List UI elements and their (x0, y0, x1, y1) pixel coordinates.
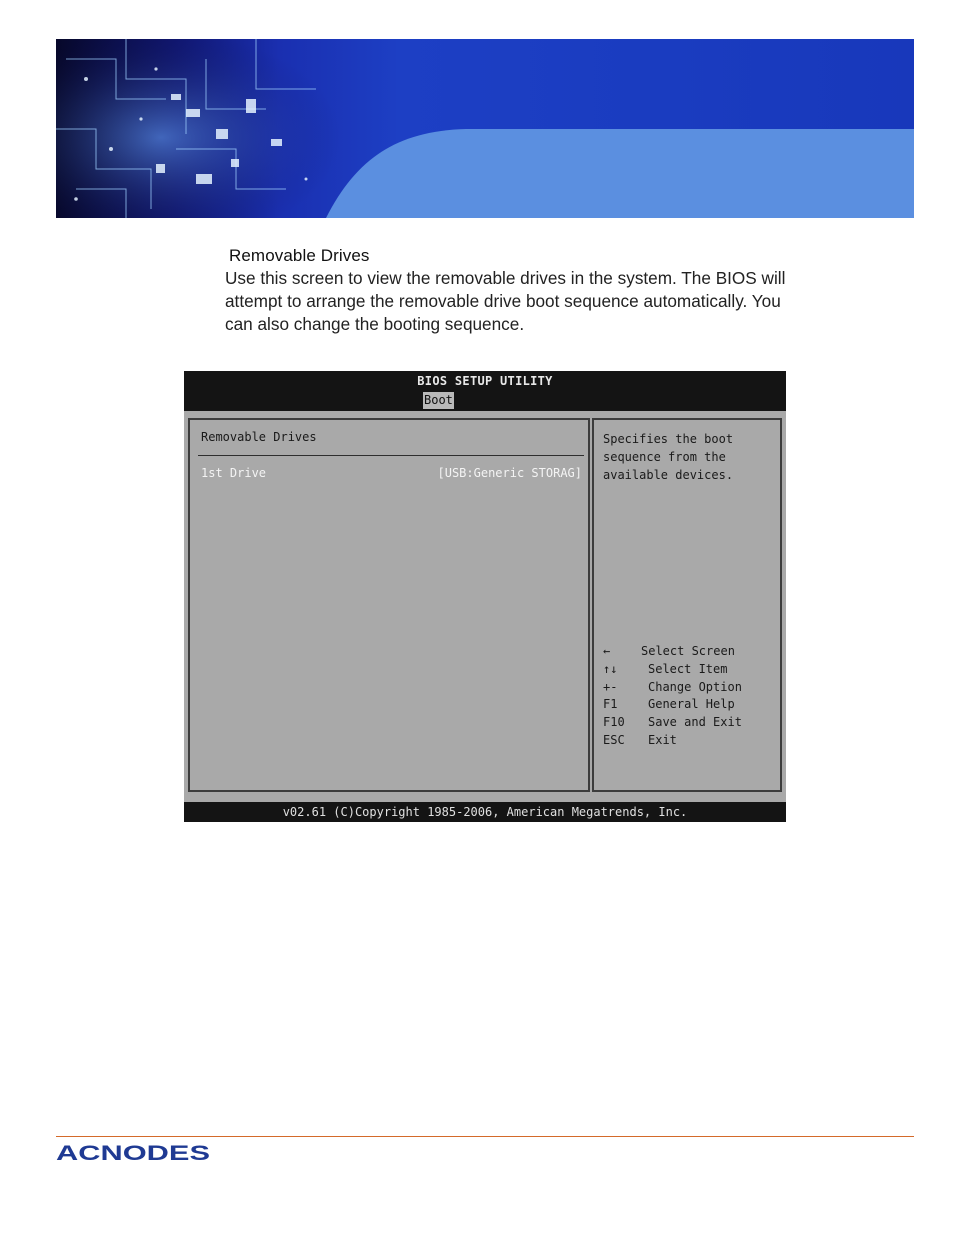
key-action: Select Screen (641, 644, 735, 658)
section-description: Use this screen to view the removable drives in the system. The BIOS will attempt to arrange the removable drive boot sequence automatically. You can also change the booting sequence. (225, 268, 786, 334)
bios-section-heading: Removable Drives (201, 430, 317, 444)
first-drive-label[interactable]: 1st Drive (201, 466, 267, 480)
key-row (603, 696, 778, 714)
bios-copyright-bar: v02.61 (C)Copyright 1985-2006, American Megatrends, Inc. (184, 802, 786, 822)
key-row (603, 679, 778, 697)
key-legend (603, 643, 778, 750)
key-up-down-arrows-icon: ↑↓ (603, 661, 618, 676)
footer-divider (56, 1136, 914, 1137)
bios-title-bar (184, 371, 786, 411)
key-row (603, 661, 778, 679)
key-left-arrow-icon: ← (603, 644, 611, 658)
bios-screen (184, 371, 786, 822)
acnodes-logo-icon (56, 1141, 212, 1163)
key-action: Exit (648, 732, 677, 747)
first-drive-value[interactable]: [USB:Generic STORAG] (437, 466, 582, 480)
key-action: Change Option (648, 679, 742, 694)
key-action: General Help (648, 697, 735, 712)
logo-text: ACNODES (56, 1142, 210, 1163)
key-row (603, 732, 778, 750)
banner-wave-shape (56, 39, 914, 218)
bios-main-panel (188, 418, 590, 792)
section-title: Removable Drives (229, 246, 370, 265)
key-row (603, 643, 778, 661)
key-f10: F10 (603, 715, 625, 730)
key-f1: F1 (603, 697, 618, 712)
bios-title: BIOS SETUP UTILITY (417, 374, 553, 388)
key-plus-minus: +- (603, 679, 618, 694)
key-action: Select Item (648, 661, 728, 676)
key-esc: ESC (603, 732, 625, 747)
bios-help-panel (592, 418, 782, 792)
divider (198, 455, 584, 456)
key-row (603, 714, 778, 732)
key-action: Save and Exit (648, 715, 742, 730)
header-banner (56, 39, 914, 218)
help-description: Specifies the boot sequence from the available devices. (603, 432, 734, 482)
tab-boot[interactable]: Boot (424, 393, 453, 407)
